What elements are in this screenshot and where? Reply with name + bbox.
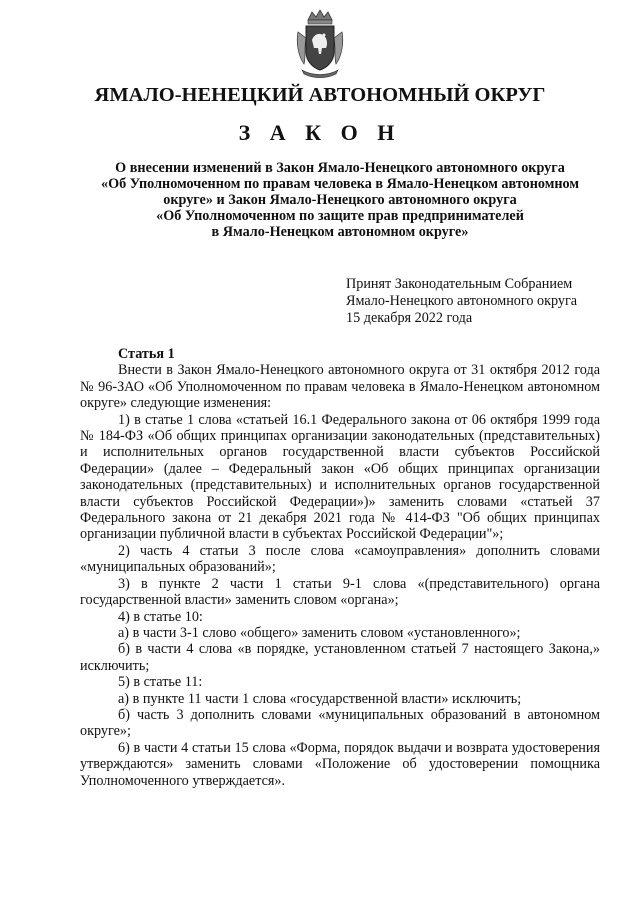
article-paragraph: 4) в статье 10: (118, 608, 203, 625)
article-paragraph: 2) часть 4 статьи 3 после слова «самоуправления» дополнить словами «муниципальных образований»; (80, 542, 600, 576)
region-name: ЯМАЛО-НЕНЕЦКИЙ АВТОНОМНЫЙ ОКРУГ (94, 84, 546, 106)
article-heading: Статья 1 (118, 346, 175, 362)
law-title-line: «Об Уполномоченном по защите прав предпринимателей (156, 208, 524, 224)
adoption-note (346, 276, 577, 327)
law-title-line: в Ямало-Ненецком автономном округе» (211, 224, 469, 240)
article-paragraph: 6) в части 4 статьи 15 слова «Форма, порядок выдачи и возврата удостоверения утверждаются» заменить словами «Положение об удостоверении помощника Уполномоченного утверждается». (80, 739, 600, 789)
adoption-line: 15 декабря 2022 года (346, 310, 473, 326)
law-title-line: О внесении изменений в Закон Ямало-Ненецкого автономного округа (115, 160, 565, 176)
article-paragraph: б) в части 4 слова «в порядке, установленном статьей 7 настоящего Закона,» исключить; (80, 641, 600, 674)
article-paragraph: 5) в статье 11: (118, 674, 203, 691)
article-paragraph: а) в пункте 11 части 1 слова «государственной власти» исключить; (118, 690, 522, 707)
adoption-line: Ямало-Ненецкого автономного округа (346, 293, 578, 309)
adoption-line: Принят Законодательным Собранием (346, 276, 573, 292)
law-title-line: «Об Уполномоченном по правам человека в Ямало-Ненецком автономном (100, 176, 580, 192)
article-body (80, 346, 600, 789)
article-paragraph: а) в части 3-1 слово «общего» заменить словом «установленного»; (118, 624, 521, 641)
coat-of-arms-icon (294, 8, 346, 80)
law-title-line: округе» и Закон Ямало-Ненецкого автономного округа (163, 192, 517, 208)
law-title (70, 160, 610, 240)
article-paragraph: Внести в Закон Ямало-Ненецкого автономного округа от 31 октября 2012 года № 96-ЗАО «Об Уполномоченном по правам человека в Ямало-Ненецком автономном округе» следующие изменения: (80, 362, 600, 412)
article-paragraph: 3) в пункте 2 части 1 статьи 9-1 слова «(представительного) органа государственной власти» заменить словом «органа»; (80, 575, 600, 609)
article-paragraph: 1) в статье 1 слова «статьей 16.1 Федерального закона от 06 октября 1999 года № 184-ФЗ «Об общих принципах организации законодательных (представительных) и исполнительных органов государственной власти субъектов Российской Федерации» (далее – Федеральный закон «Об общих принципах организации законодательных (представительных) и исполнительных органов государственной власти субъектов Российской Федерации»)» заменить словами «статьей 37 Федерального закона от 21 декабря 2021 года № 414-ФЗ "Об общих принципах организации публичной власти в субъектах Российской Федерации"»; (80, 411, 600, 543)
article-paragraph: б) часть 3 дополнить словами «муниципальных образований в автономном округе»; (80, 706, 600, 740)
document-type: З А К О Н (238, 120, 402, 145)
